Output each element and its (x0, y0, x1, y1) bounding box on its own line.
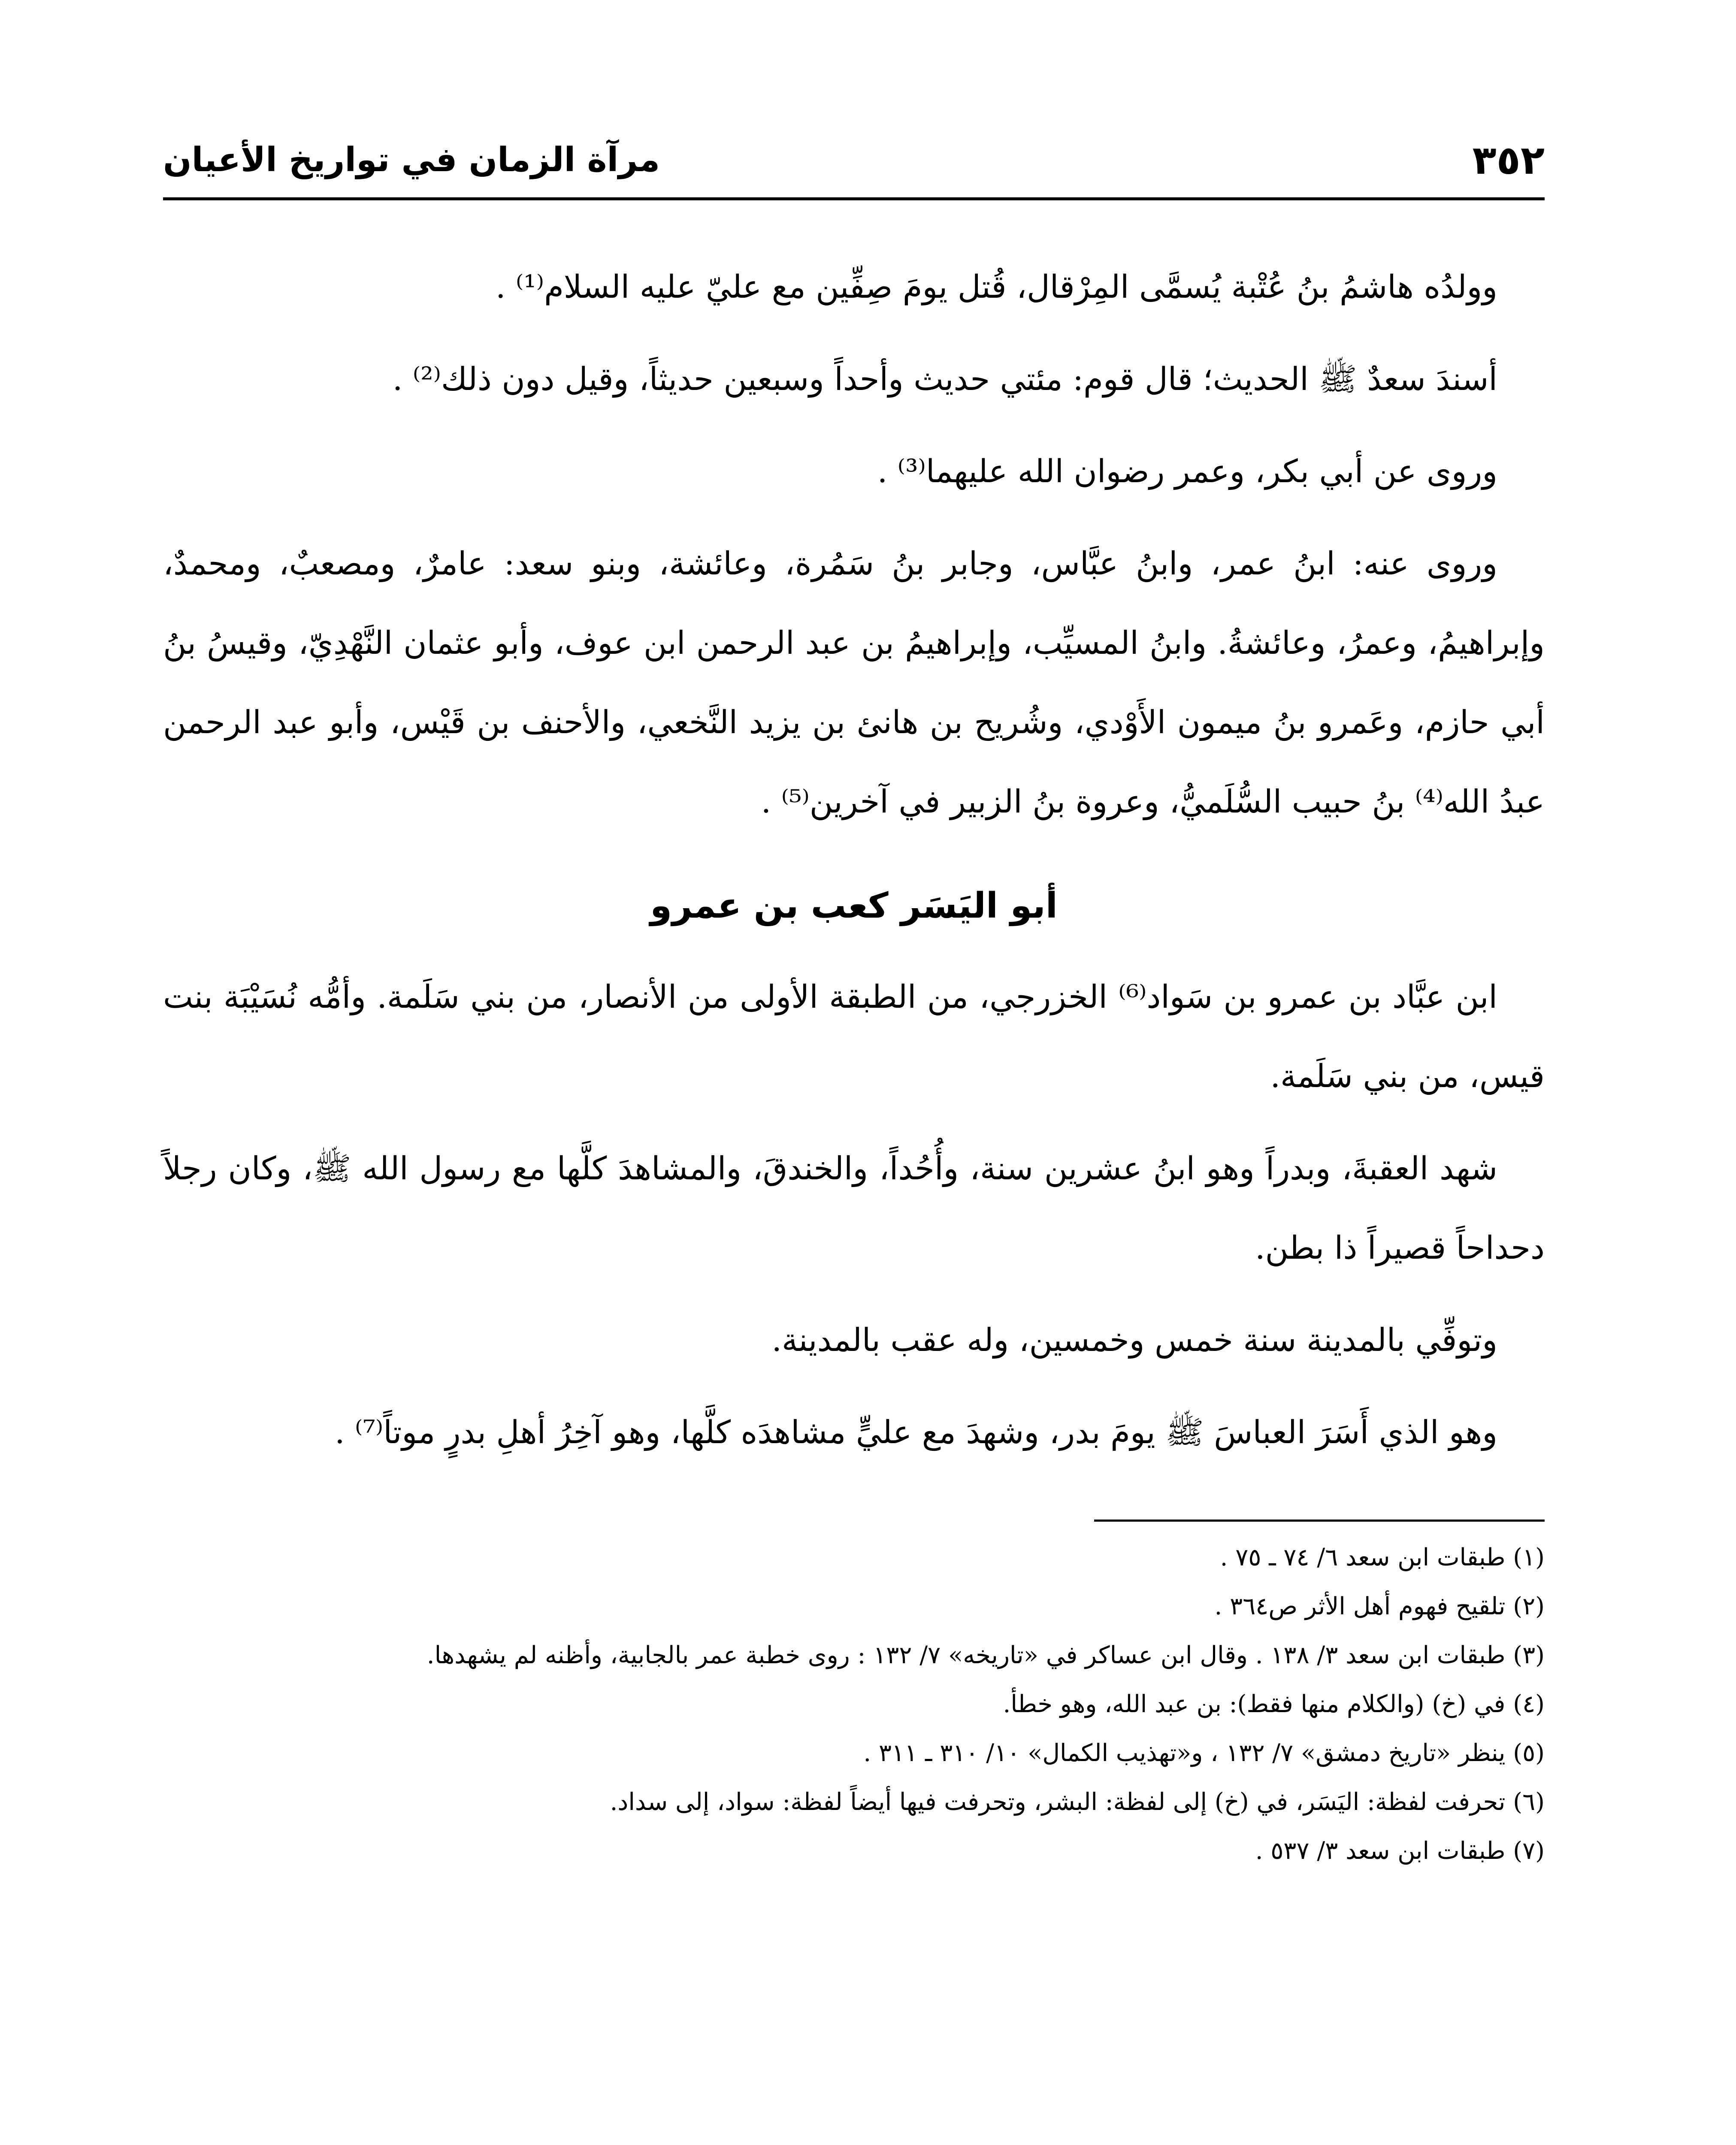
footnote: (٣) طبقات ابن سعد ٣/ ١٣٨ . وقال ابن عساكر في «تاريخه» ٧/ ١٣٢ : روى خطبة عمر بالجابية، وأظنه لم يشهدها. (426, 1641, 1545, 1669)
footnote: (١) طبقات ابن سعد ٦/ ٧٤ ـ ٧٥ . (1220, 1544, 1545, 1571)
footnote: (٤) في (خ) (والكلام منها فقط): بن عبد الله، وهو خطأ. (1003, 1690, 1545, 1718)
running-header (163, 120, 1545, 200)
footnote-divider (1094, 1520, 1545, 1522)
footnote: (٦) تحرفت لفظة: اليَسَر، في (خ) إلى لفظة: البشر، وتحرفت فيها أيضاً لفظة: سواد، إلى سداد. (610, 1788, 1545, 1816)
footnote: (٢) تلقيح فهوم أهل الأثر ص٣٦٤ . (1214, 1592, 1545, 1620)
page-number: ٣٥٢ (1472, 137, 1545, 183)
paragraph: ابن عبَّاد بن عمرو بن سَواد⁽⁶⁾ الخزرجي، من الطبقة الأولى من الأنصار، من بني سَلَمة. وأمُّه نُسَيْبَة بنت قيس، من بني سَلَمة. (163, 979, 1545, 1095)
book-page (163, 120, 1545, 2145)
footnote: (٥) ينظر «تاريخ دمشق» ٧/ ١٣٢ ، و«تهذيب الكمال» ١٠/ ٣١٠ ـ ٣١١ . (863, 1739, 1545, 1767)
paragraph: شهد العقبةَ، وبدراً وهو ابنُ عشرين سنة، وأُحُداً، والخندقَ، والمشاهدَ كلَّها مع رسول الله ﷺ، وكان رجلاً دحداحاً قصيراً ذا بطن. (163, 1150, 1545, 1266)
paragraph: وولدُه هاشمُ بنُ عُتْبة يُسمَّى المِرْقال، قُتل يومَ صِفِّين مع عليّ عليه السلام⁽¹⁾ . (496, 269, 1497, 305)
paragraph: وتوفِّي بالمدينة سنة خمس وخمسين، وله عقب بالمدينة. (771, 1322, 1497, 1359)
main-text (163, 248, 1545, 1472)
paragraph: وروى عن أبي بكر، وعمر رضوان الله عليهما⁽³⁾ . (877, 453, 1497, 490)
footnotes (163, 1535, 1545, 1874)
paragraph: أسندَ سعدٌ ﷺ الحديث؛ قال قوم: مئتي حديث وأحداً وسبعين حديثاً، وقيل دون ذلك⁽²⁾ . (392, 361, 1497, 398)
paragraph: وروى عنه: ابنُ عمر، وابنُ عبَّاس، وجابر بنُ سَمُرة، وعائشة، وبنو سعد: عامرٌ، ومصعبٌ، ومحمدٌ، وإبراهيمُ، وعمرُ، وعائشةُ. وابنُ المسيِّب، وإبراهيمُ بن عبد الرحمن ابن عوف، وأبو عثمان النَّهْدِيّ، وقيسُ بنُ أبي حازم، وعَمرو بنُ ميمون الأَوْدي، وشُريح بن هانئ بن يزيد النَّخعي، والأحنف بن قَيْس، وأبو عبد الرحمن عبدُ الله⁽⁴⁾ بنُ حبيب السُّلَميُّ، وعروة بنُ الزبير في آخرين⁽⁵⁾ . (163, 545, 1545, 820)
section-heading: أبو اليَسَر كعب بن عمرو (650, 885, 1058, 926)
footnote: (٧) طبقات ابن سعد ٣/ ٥٣٧ . (1255, 1837, 1545, 1865)
paragraph: وهو الذي أَسَرَ العباسَ ﷺ يومَ بدر، وشهدَ مع عليٍّ مشاهدَه كلَّها، وهو آخِرُ أهلِ بدرٍ موتاً⁽⁷⁾ . (335, 1414, 1497, 1451)
book-title: مرآة الزمان في تواريخ الأعيان (163, 141, 660, 179)
